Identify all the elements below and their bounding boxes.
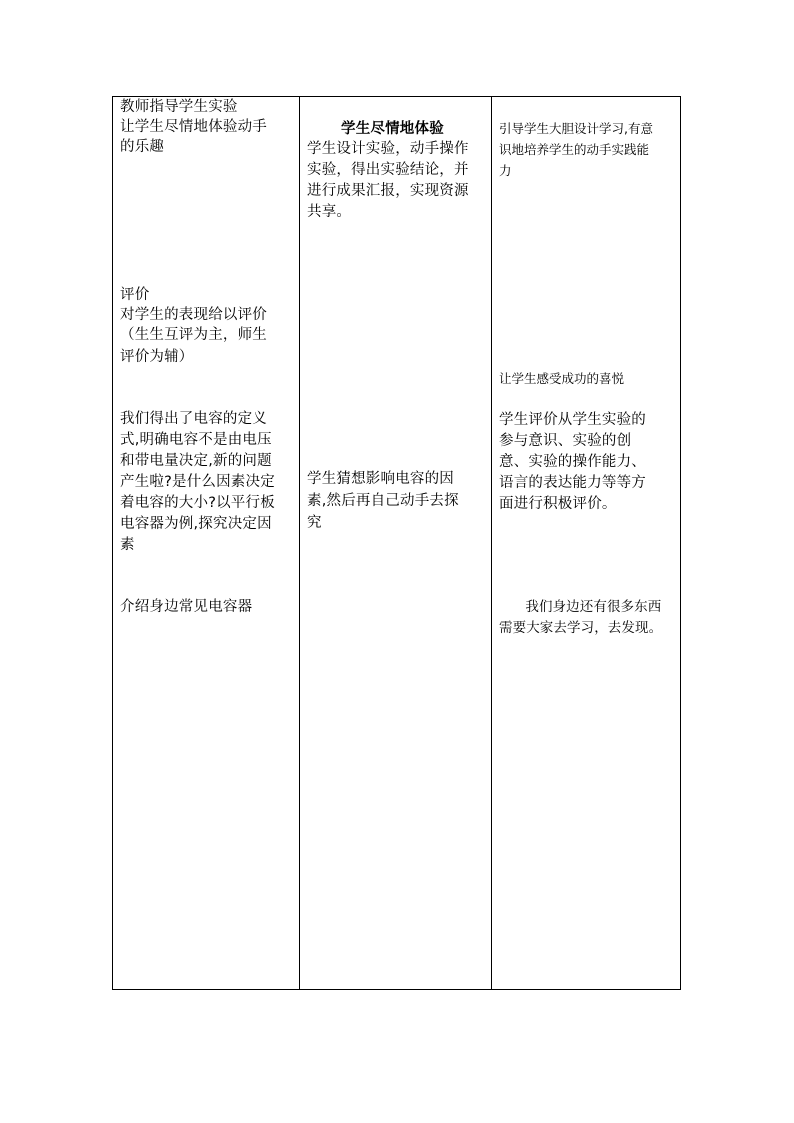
teacher-line: 教师指导学生实验 bbox=[120, 99, 238, 115]
teacher-line: 评价为辅） bbox=[120, 349, 194, 365]
intent-line: 意、实验的操作能力、 bbox=[499, 454, 646, 470]
teacher-line: 电容器为例,探究决定因 bbox=[120, 516, 272, 532]
teacher-line: 产生啦?是什么因素决定 bbox=[120, 474, 275, 490]
teacher-line: 和带电量决定,新的问题 bbox=[120, 453, 272, 469]
teacher-line: 素 bbox=[120, 537, 135, 553]
column-heading: 学生尽情地体验 bbox=[341, 121, 444, 137]
teacher-line: 对学生的表现给以评价 bbox=[120, 307, 267, 323]
intent-line: 语言的表达能力等等方 bbox=[499, 475, 646, 491]
teacher-line: 的乐趣 bbox=[120, 139, 165, 155]
teacher-line: 介绍身边常见电容器 bbox=[120, 599, 253, 615]
intent-line: 我们身边还有很多东西 bbox=[499, 599, 662, 615]
student-line: 学生设计实验，动手操作 bbox=[307, 141, 469, 157]
teacher-line: 我们得出了电容的定义 bbox=[120, 411, 267, 427]
teacher-line: 式,明确电容不是由电压 bbox=[120, 432, 272, 448]
intent-line: 让学生感受成功的喜悦 bbox=[499, 371, 625, 386]
student-line: 共享。 bbox=[307, 204, 352, 220]
column-divider bbox=[491, 97, 492, 989]
teacher-line: 着电容的大小?以平行板 bbox=[120, 495, 275, 511]
student-line: 学生猜想影响电容的因 bbox=[307, 471, 454, 487]
intent-line: 引导学生大胆设计学习,有意 bbox=[499, 121, 653, 136]
intent-line: 面进行积极评价。 bbox=[499, 496, 617, 512]
lesson-table bbox=[112, 96, 681, 990]
intent-line: 力 bbox=[499, 163, 512, 178]
student-line: 素,然后再自己动手去探 bbox=[307, 493, 459, 509]
intent-line: 需要大家去学习，去发现。 bbox=[499, 620, 663, 636]
teacher-line: 让学生尽情地体验动手 bbox=[120, 119, 267, 135]
intent-line: 参与意识、实验的创 bbox=[499, 433, 632, 449]
column-divider bbox=[299, 97, 300, 989]
teacher-line: （生生互评为主，师生 bbox=[120, 327, 267, 343]
intent-line: 学生评价从学生实验的 bbox=[499, 412, 646, 428]
student-line: 究 bbox=[307, 515, 322, 531]
student-line: 进行成果汇报，实现资源 bbox=[307, 183, 469, 199]
student-line: 实验，得出实验结论，并 bbox=[307, 162, 469, 178]
evaluation-heading: 评价 bbox=[120, 287, 150, 303]
intent-line: 识地培养学生的动手实践能 bbox=[499, 142, 650, 157]
